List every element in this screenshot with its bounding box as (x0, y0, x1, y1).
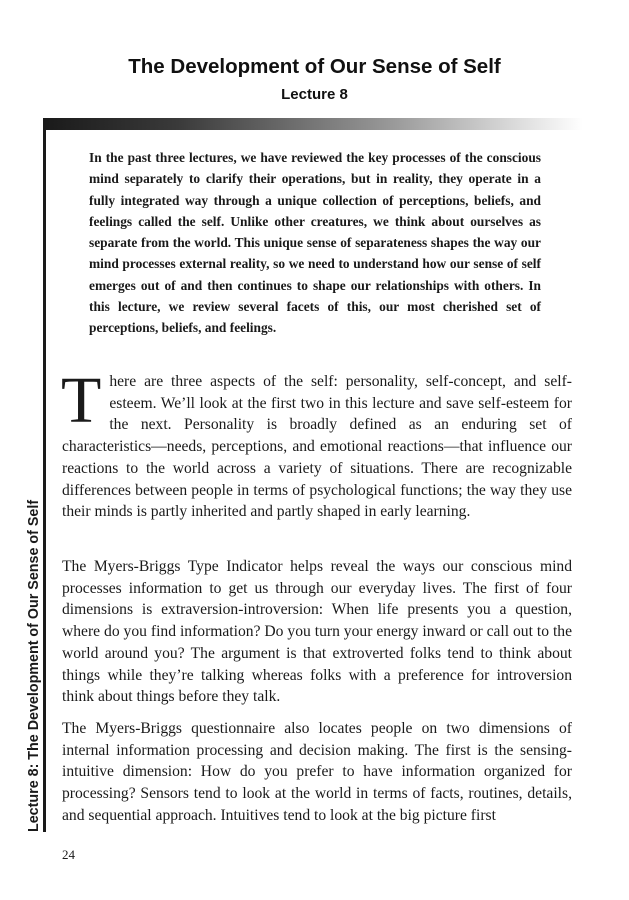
drop-cap: T (61, 364, 102, 437)
page-number: 24 (62, 847, 75, 862)
header-gradient-bar (43, 118, 583, 130)
sidebar-running-title: Lecture 8: The Development of Our Sense of Self (26, 499, 42, 832)
body-paragraph-3: The Myers-Briggs questionnaire also locates people on two dimensions of internal information processing and decision making. The first is the sensing-intuitive dimension: How do you prefer to have information organized for processing? Sensors tend to look at the world in terms of facts, routines, details, and sequential approach. Intuitives tend to look at the big picture first (62, 720, 572, 824)
lecture-label: Lecture 8 (281, 86, 348, 103)
intro-summary: In the past three lectures, we have reviewed the key processes of the conscious mind separately to clarify their operations, but in reality, they operate in a fully integrated way through a unique collection of perceptions, beliefs, and feelings called the self. Unlike other creatures, we think about ourselves as separate from the world. This unique sense of separateness shapes the way our mind processes external reality, so we need to understand how our sense of self emerges out of and then continues to shape our relationships with others. In this lecture, we review several facets of this, our most cherished set of perceptions, beliefs, and feelings. (89, 150, 541, 336)
sidebar-rule (43, 118, 46, 832)
page-title: The Development of Our Sense of Self (128, 55, 501, 78)
body-paragraph-1-text: here are three aspects of the self: personality, self-concept, and self-esteem. We’ll look at the first two in this lecture and save self-esteem for the next. Personality is broadly defined as an enduring set of characteristics—needs, perceptions, and emotional reactions—that influence our reactions to the world across a variety of situations. There are recognizable differences between people in terms of psychological functions; the way they use their minds is partly inherited and partly shaped in early learning. (62, 373, 572, 521)
body-paragraph-1 (61, 364, 572, 523)
body-paragraph-2: The Myers-Briggs Type Indicator helps reveal the ways our conscious mind processes information to get us through our everyday lives. The first of four dimensions is extraversion-introversion: When life presents you a question, where do you find information? Do you turn your energy inward or call out to the world around you? The argument is that extroverted folks tend to think about things while they’re talking whereas folks with a preference for introversion think about things before they talk. (62, 558, 572, 706)
